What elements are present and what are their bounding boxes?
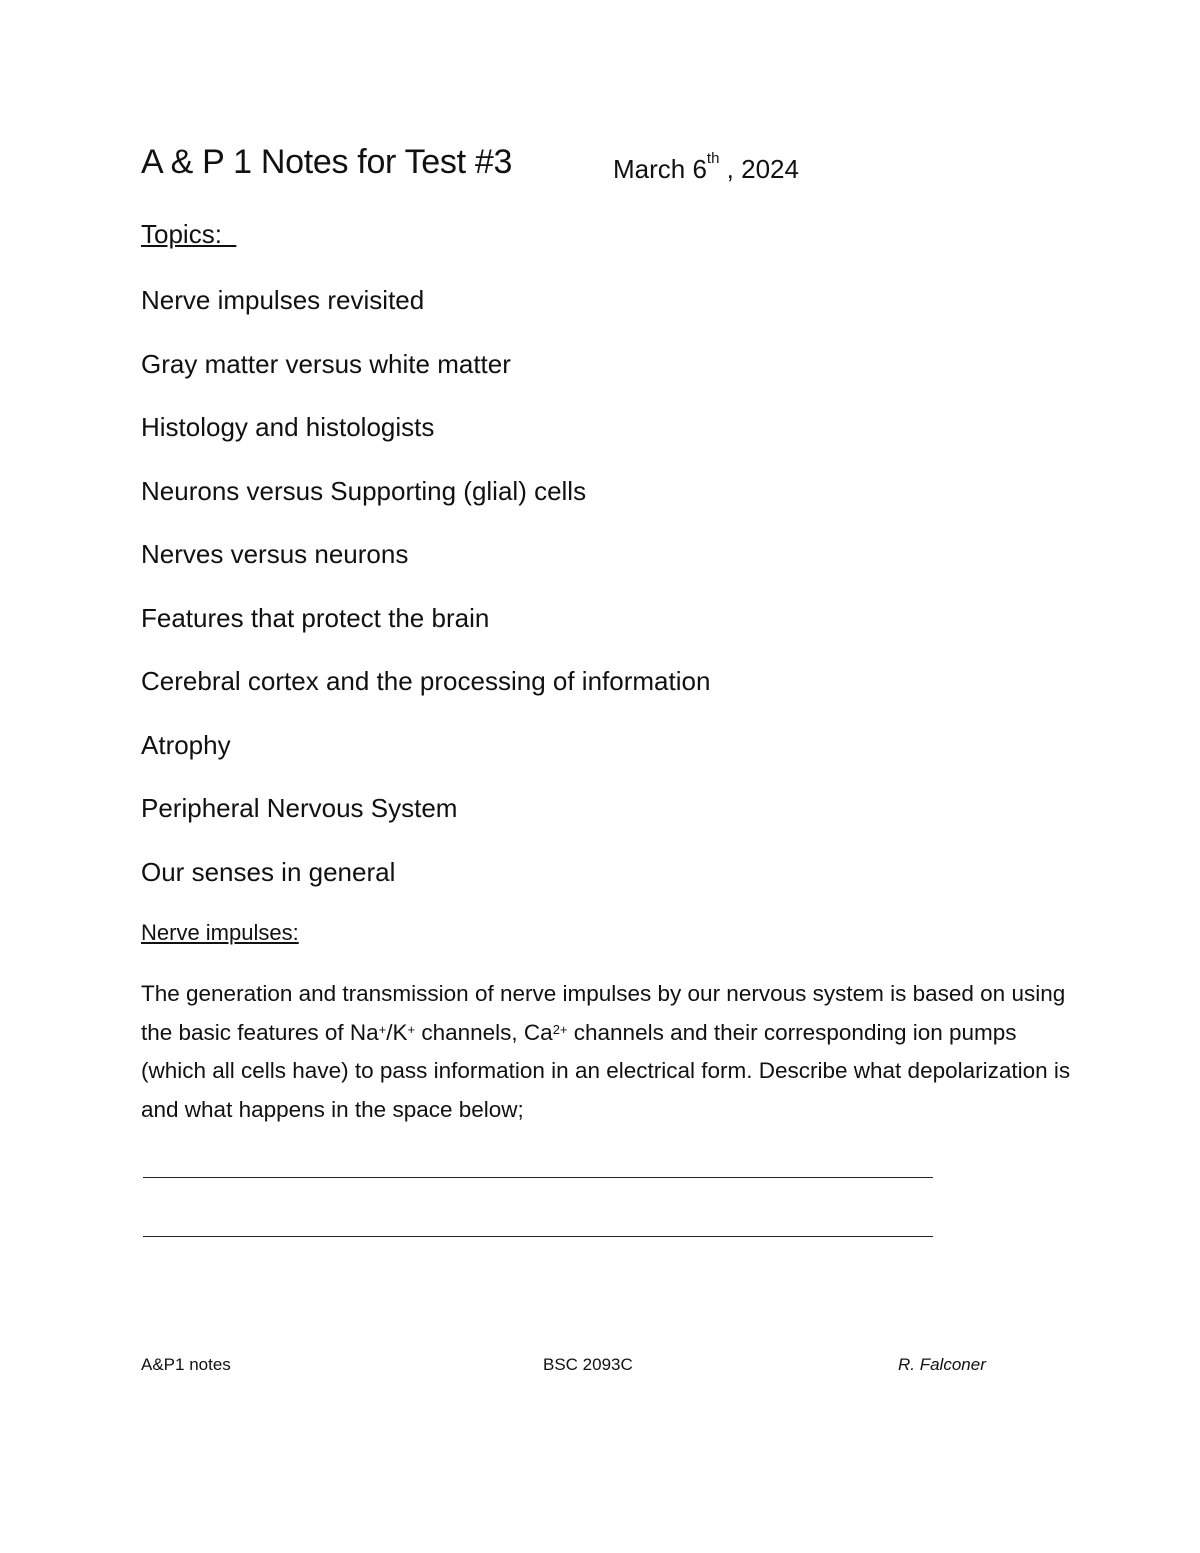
calcium-charge: 2+ xyxy=(552,1021,568,1037)
topic-item: Atrophy xyxy=(141,729,231,760)
topics-list xyxy=(141,281,710,916)
topic-item: Cerebral cortex and the processing of information xyxy=(141,666,711,696)
topic-item: Neurons versus Supporting (glial) cells xyxy=(141,475,587,506)
topic-item: Gray matter versus white matter xyxy=(141,348,511,379)
sodium-charge: + xyxy=(378,1021,387,1037)
footer-right: R. Falconer xyxy=(898,1355,986,1374)
topic-item: Our senses in general xyxy=(141,856,396,887)
date-suffix: , 2024 xyxy=(719,154,799,184)
paragraph-text-2: /K xyxy=(386,1019,408,1045)
topic-item: Nerve impulses revisited xyxy=(141,285,425,315)
topic-item: Peripheral Nervous System xyxy=(141,793,458,823)
answer-line[interactable] xyxy=(143,1177,933,1178)
topic-item: Histology and histologists xyxy=(141,412,435,442)
potassium-charge: + xyxy=(407,1021,416,1037)
paragraph-text-1: The generation and transmission of nerve impulses by our nervous system is based on using the basic features of Na xyxy=(141,981,1066,1045)
document-date xyxy=(613,150,799,185)
paragraph-text-3: channels, Ca xyxy=(415,1019,553,1045)
date-superscript: th xyxy=(706,150,720,167)
nerve-impulses-heading: Nerve impulses: xyxy=(141,920,299,945)
topic-item: Features that protect the brain xyxy=(141,602,490,633)
nerve-impulses-paragraph xyxy=(141,975,1071,1129)
topics-heading: Topics: xyxy=(141,219,237,249)
paragraph-text-4: channels and their corresponding ion pumps (which all cells have) to pass information in an electrical form. Describe what depolarization is and what happens in the space below; xyxy=(141,1019,1071,1122)
footer-left: A&P1 notes xyxy=(141,1355,231,1374)
date-prefix: March 6 xyxy=(613,154,707,184)
footer-center: BSC 2093C xyxy=(543,1355,633,1374)
answer-line[interactable] xyxy=(143,1236,933,1237)
document-title: A & P 1 Notes for Test #3 xyxy=(141,143,513,181)
topic-item: Nerves versus neurons xyxy=(141,539,409,569)
title-row xyxy=(141,143,799,184)
